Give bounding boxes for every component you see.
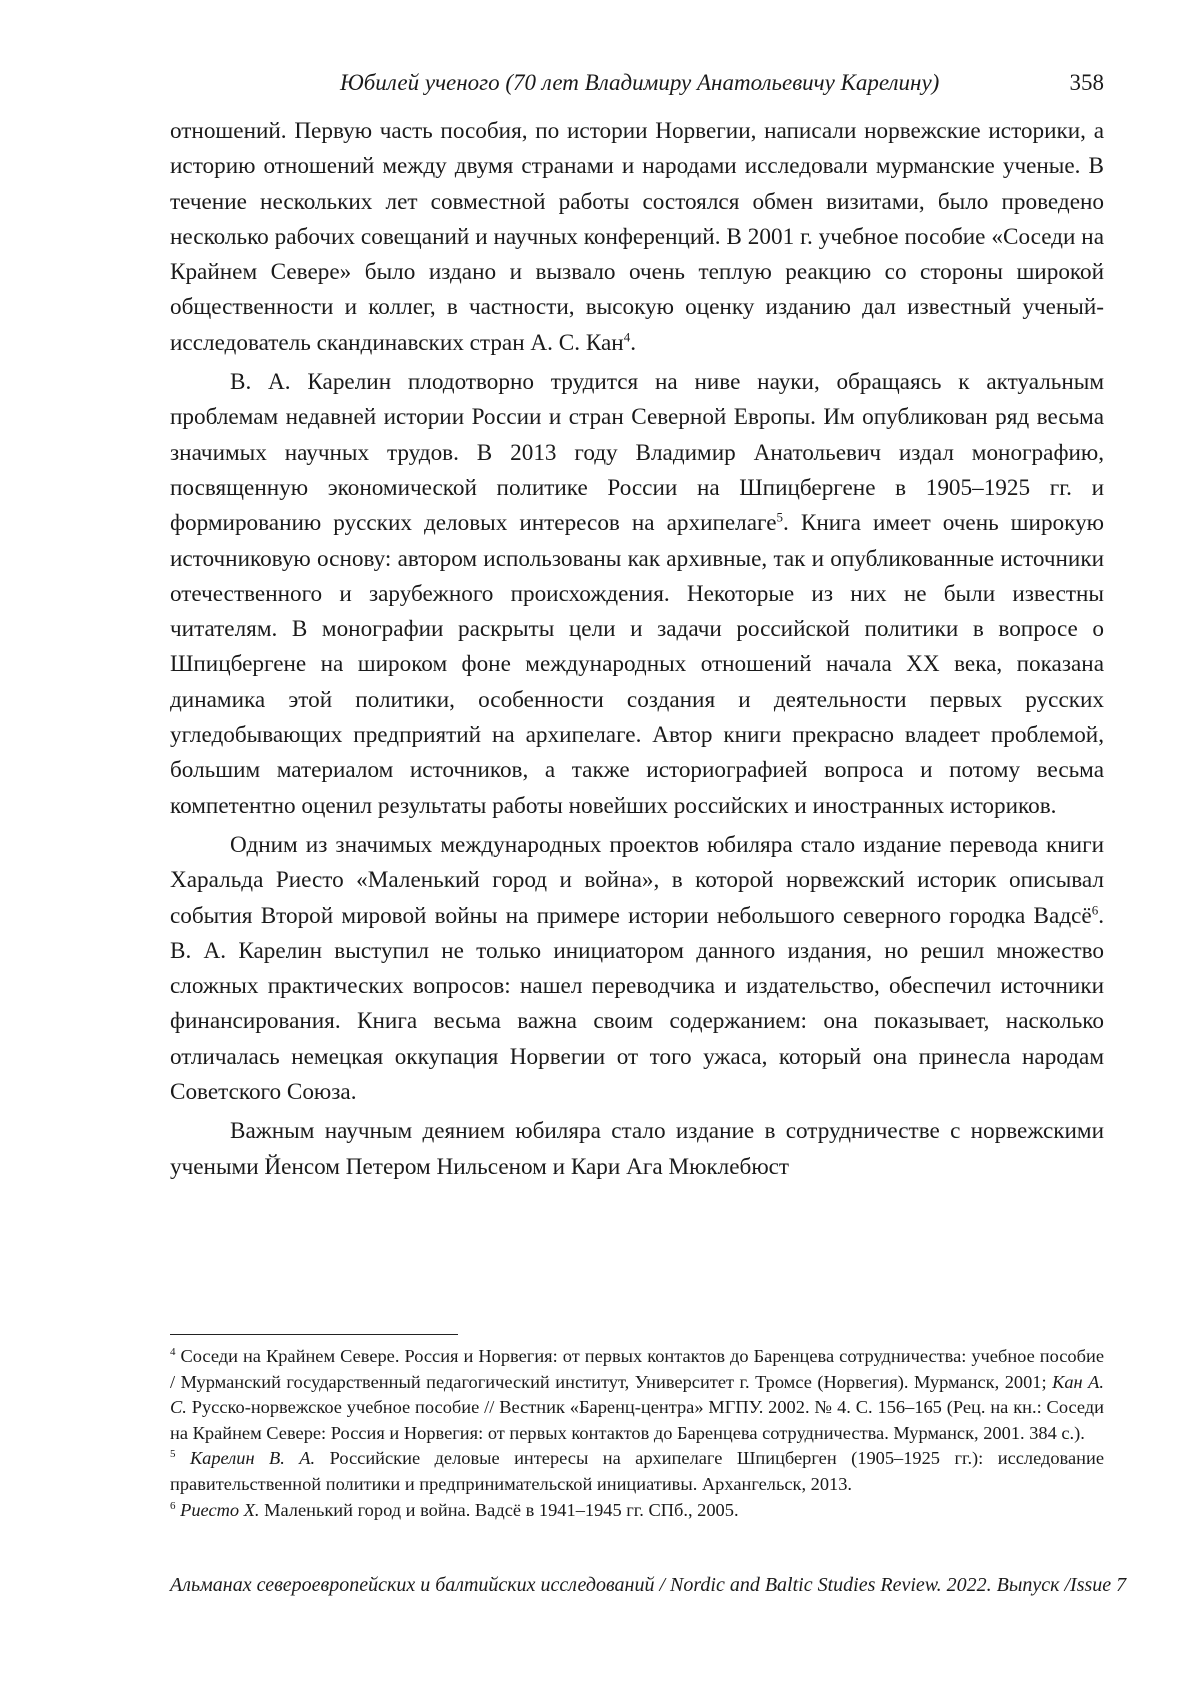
page-number: 358 <box>1069 70 1104 95</box>
footnote-4: $^4$ Соседи на Крайнем Севере. Россия и Норвегия: от первых контактов до Баренцева сотрудничества: учебное пособие / Мурманский государственный педагогический институт, Университет г. Тромсе (Норвегия). Мурманск, 2001; Кан А. С. Русско-норвежское учебное пособие // Вестник «Баренц-центра» МГПУ. 2002. № 4. С. 156–165 (Рец. на кн.: Соседи на Крайнем Севере: Россия и Норвегия: от первых контактов до Баренцева сотрудничества. Мурманск, 2001. 384 с.). <box>170 1345 1104 1443</box>
paragraph-4: Важным научным деянием юбиляра стало издание в сотрудничестве с норвежскими учеными Йенсом Петером Нильсеном и Кари Ага Мюклебюст <box>170 1118 1104 1180</box>
footnote-author: Карелин В. А. <box>189 1448 316 1469</box>
running-title: Юбилей ученого (70 лет Владимиру Анатольевичу Карелину) <box>340 70 940 95</box>
paragraph-2: В. А. Карелин плодотворно трудится на ниве науки, обращаясь к актуальным проблемам недавней истории России и стран Северной Европы. Им опубликован ряд весьма значимых научных трудов. В 2013 году Владимир Анатольевич издал монографию, посвященную экономической политике России на Шпицбергене в 1905–1925 гг. и формированию русских деловых интересов на архипелаге$^5$. Книга имеет очень широкую источниковую основу: автором использованы как архивные, так и опубликованные источники отечественного и зарубежного происхождения. Некоторые из них не были известны читателям. В монографии раскрыты цели и задачи российской политики в вопросе о Шпицбергене на широком фоне международных отношений начала XX века, показана динамика этой политики, особенности создания и деятельности первых русских угледобывающих предприятий на архипелаге. Автор книги прекрасно владеет проблемой, большим материалом источников, а также историографией вопроса и потому весьма компетентно оценил результаты работы новейших российских и иностранных историков. <box>170 369 1104 819</box>
footnote-author: Кан А. С. <box>170 1371 1104 1418</box>
footnote-6: $^6$ Риесто Х. Маленький город и война. Вадсё в 1941–1945 гг. СПб., 2005. <box>170 1499 739 1520</box>
body-text <box>170 114 1104 1185</box>
footnotes <box>170 1344 1104 1523</box>
footnote-ref-6: 6 <box>1091 901 1099 917</box>
paragraph-3: Одним из значимых международных проектов юбиляра стало издание перевода книги Харальда Риесто «Маленький город и война», в которой норвежский историк описывал события Второй мировой войны на примере истории небольшого северного городка Вадсё$^6$. В. А. Карелин выступил не только инициатором данного издания, но решил множество сложных практических вопросов: нашел переводчика и издательство, обеспечил источники финансирования. Книга весьма важна своим содержанием: она показывает, насколько отличалась немецкая оккупация Норвегии от того ужаса, который она принесла народам Советского Союза. <box>170 831 1104 1106</box>
running-head <box>170 70 1104 104</box>
footnote-ref-4: 4 <box>623 329 631 345</box>
footnote-divider <box>170 1334 458 1335</box>
footnote-author: Риесто Х. <box>180 1499 260 1520</box>
paragraph-1: отношений. Первую часть пособия, по истории Норвегии, написали норвежские историки, а историю отношений между двумя странами и народами исследовали мурманские ученые. В течение нескольких лет совместной работы состоялся обмен визитами, было проведено несколько рабочих совещаний и научных конференций. В 2001 г. учебное пособие «Соседи на Крайнем Севере» было издано и вызвало очень теплую реакцию со стороны широкой общественности и коллег, в частности, высокую оценку изданию дал известный ученый-исследователь скандинавских стран А. С. Кан$^4$. <box>170 118 1104 356</box>
footnote-ref-5: 5 <box>776 509 784 525</box>
footnote-5: $^5$ Карелин В. А. Российские деловые интересы на архипелаге Шпицберген (1905–1925 гг.): исследование правительственной политики и предпринимательской инициативы. Архангельск, 2013. <box>170 1448 1104 1494</box>
running-footer: Альманах североевропейских и балтийских исследований / Nordic and Baltic Studies Review. 2022. Выпуск /Issue 7 <box>170 1574 1127 1596</box>
